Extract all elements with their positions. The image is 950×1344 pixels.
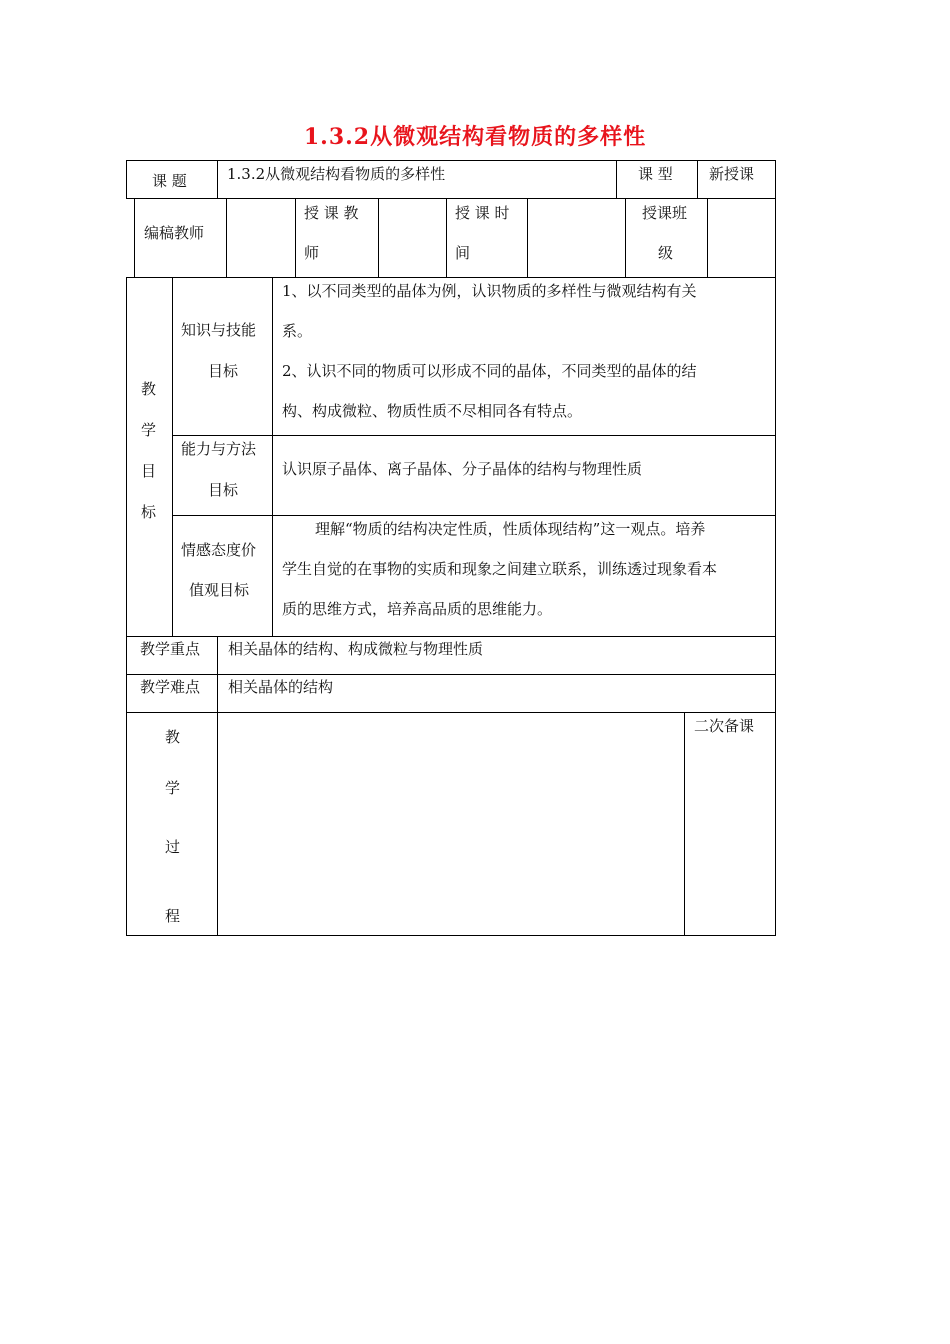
ability-label-line2: 目标: [208, 481, 239, 499]
emotion-line-1: 理解“物质的结构决定性质，性质体现结构”这一观点。培养: [315, 520, 706, 538]
emotion-label-line2: 值观目标: [189, 581, 250, 599]
key-point-label-cell: [126, 636, 218, 675]
time-value-cell: [527, 198, 626, 278]
class-label-cell: [625, 198, 708, 278]
key-point-value: 相关晶体的结构、构成微粒与物理性质: [228, 640, 484, 658]
emotion-label-cell: [172, 515, 273, 637]
difficulty-value: 相关晶体的结构: [228, 678, 334, 696]
teacher-value-cell: [378, 198, 447, 278]
key-point-value-cell: [217, 636, 776, 675]
knowledge-line-3: 2、认识不同的物质可以形成不同的晶体，不同类型的晶体的结: [282, 362, 697, 380]
second-prep-cell: [684, 712, 776, 936]
knowledge-label-line2: 目标: [208, 362, 239, 380]
topic-label: 课 题: [152, 172, 187, 190]
process-char-2: 学: [165, 779, 181, 797]
type-value: 新授课: [709, 165, 755, 183]
class-value-cell: [707, 198, 776, 278]
process-char-3: 过: [165, 838, 181, 856]
knowledge-line-4: 构、构成微粒、物质性质不尽相同各有特点。: [282, 402, 583, 420]
emotion-text: [282, 509, 717, 629]
process-char-1: 教: [165, 728, 181, 746]
editor-value-cell: [226, 198, 296, 278]
topic-value-cell: [217, 160, 617, 199]
difficulty-label: 教学难点: [140, 678, 201, 696]
teacher-label-cell: [295, 198, 379, 278]
editor-label: 编稿教师: [144, 224, 205, 242]
page-title: 1.3.2从微观结构看物质的多样性: [303, 124, 647, 150]
key-point-label: 教学重点: [140, 640, 201, 658]
class-label-line1: 授课班: [642, 204, 688, 222]
type-label: 课 型: [638, 165, 673, 183]
goals-group-char-2: 学: [141, 421, 157, 439]
emotion-line-3: 质的思维方式，培养高品质的思维能力。: [282, 600, 553, 618]
process-label-cell: [126, 712, 218, 936]
ability-text-cell: [272, 435, 776, 516]
process-content-cell: [217, 712, 685, 936]
ability-label-cell: [172, 435, 273, 516]
second-prep-label: 二次备课: [694, 717, 755, 735]
emotion-text-cell: [272, 515, 776, 637]
knowledge-line-1: 1、以不同类型的晶体为例，认识物质的多样性与微观结构有关: [282, 282, 697, 300]
teacher-label-line2: 师: [304, 244, 320, 262]
goals-group-char-4: 标: [141, 503, 157, 521]
goals-group-label-cell: [126, 277, 173, 637]
editor-label-cell: [134, 198, 227, 278]
goals-group-char-3: 目: [141, 462, 157, 480]
type-value-cell: [697, 160, 776, 199]
difficulty-label-cell: [126, 674, 218, 713]
topic-label-cell: [126, 160, 218, 199]
emotion-label-line1: 情感态度价: [181, 541, 257, 559]
time-label-line2: 间: [455, 244, 471, 262]
knowledge-text: [282, 271, 697, 431]
ability-label-line1: 能力与方法: [181, 440, 257, 458]
topic-value: 1.3.2从微观结构看物质的多样性: [227, 165, 446, 183]
knowledge-label-line1: 知识与技能: [181, 321, 257, 339]
knowledge-label-cell: [172, 277, 273, 436]
time-label-line1: 授 课 时: [455, 204, 510, 222]
teacher-label-line1: 授 课 教: [304, 204, 359, 222]
knowledge-line-2: 系。: [282, 322, 313, 340]
time-label-cell: [446, 198, 528, 278]
emotion-line-2: 学生自觉的在事物的实质和现象之间建立联系，训练透过现象看本: [282, 560, 718, 578]
class-label-line2: 级: [658, 244, 674, 262]
type-label-cell: [616, 160, 698, 199]
goals-group-char-1: 教: [141, 380, 157, 398]
difficulty-value-cell: [217, 674, 776, 713]
knowledge-text-cell: [272, 277, 776, 436]
ability-text: 认识原子晶体、离子晶体、分子晶体的结构与物理性质: [282, 460, 643, 478]
process-char-4: 程: [165, 907, 181, 925]
